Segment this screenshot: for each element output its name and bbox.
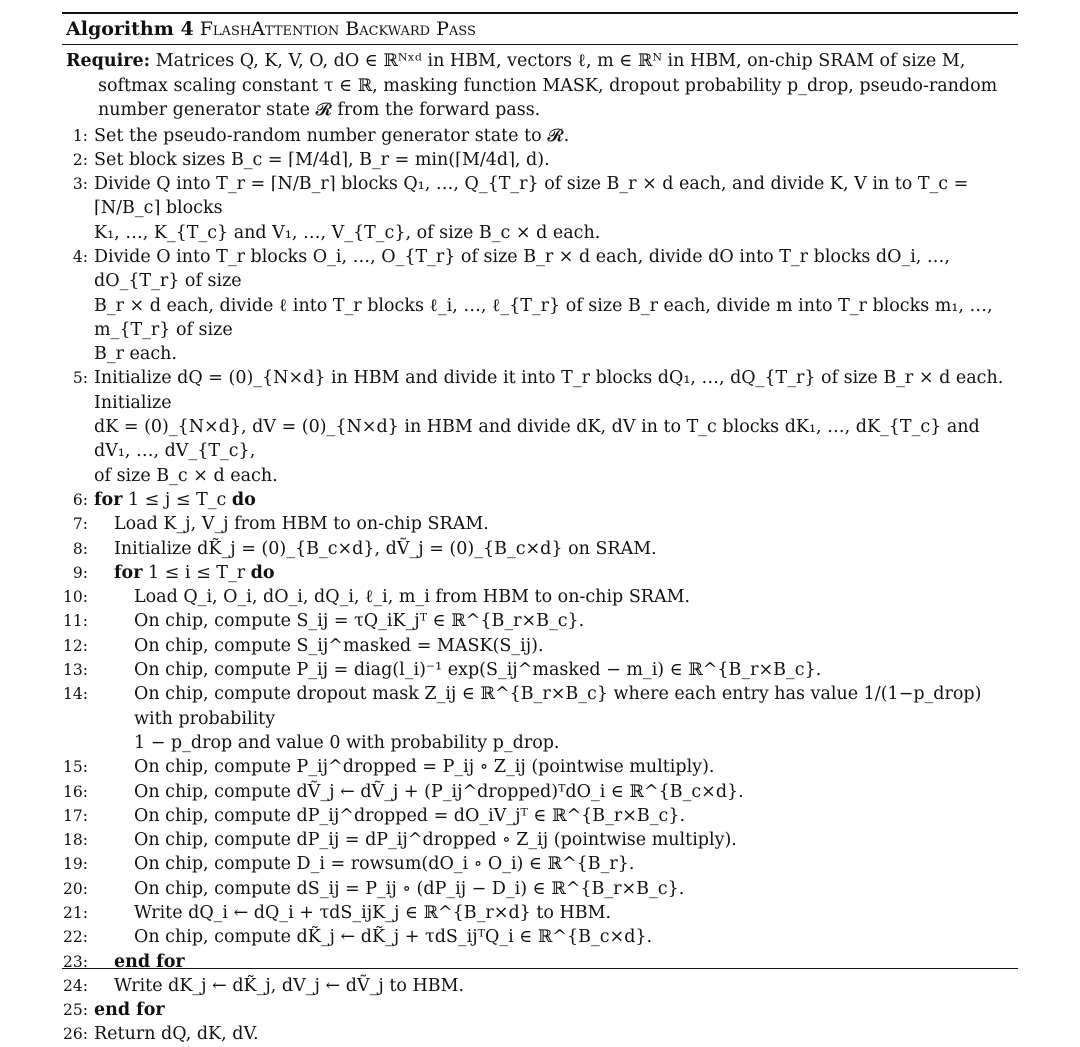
algorithm-line: [62, 221, 1018, 245]
line-text: K₁, …, K_{T_c} and V₁, …, V_{T_c}, of size B_c × d each.: [94, 222, 601, 243]
line-number: 2:: [72, 150, 88, 169]
line-text: Load K_j, V_j from HBM to on-chip SRAM.: [114, 514, 489, 535]
algorithm-line: [62, 415, 1018, 464]
line-number: 8:: [72, 539, 88, 558]
line-number: 9:: [72, 563, 88, 582]
algorithm-line: [62, 512, 1018, 536]
algorithm-line: [62, 464, 1018, 488]
line-text: Load Q_i, O_i, dO_i, dQ_i, ℓ_i, m_i from HBM to on-chip SRAM.: [134, 587, 691, 608]
line-text: On chip, compute P_ij^dropped = P_ij ∘ Z_ij (pointwise multiply).: [134, 757, 715, 778]
algorithm-block: [62, 12, 1018, 1047]
algorithm-line: [62, 682, 1018, 731]
line-number: 12:: [63, 636, 88, 655]
line-number: 5:: [72, 369, 88, 388]
line-text: Divide O into T_r blocks O_i, …, O_{T_r} of size B_r × d each, divide dO into T_r blocks dO_i, …, dO_{T_r} of size: [94, 246, 950, 292]
algorithm-line: [62, 609, 1018, 633]
line-number: [62, 294, 94, 343]
line-number: 6:: [72, 490, 88, 509]
line-number: [62, 221, 94, 245]
line-text: Initialize dK̃_j = (0)_{B_c×d}, dṼ_j = (0)_{B_c×d} on SRAM.: [114, 538, 657, 559]
algorithm-line: [62, 1022, 1018, 1046]
line-text: On chip, compute dK̃_j ← dK̃_j + τdS_ijᵀQ_i ∈ ℝ^{B_c×d}.: [134, 927, 653, 948]
line-number: 7:: [72, 515, 88, 534]
line-number: 19:: [63, 855, 88, 874]
bottom-rule: [62, 968, 1018, 969]
algorithm-line: [62, 245, 1018, 294]
line-number: 15:: [63, 758, 88, 777]
caption-rule: [62, 44, 1018, 45]
algorithm-line: [62, 561, 1018, 585]
algorithm-line: [62, 172, 1018, 221]
algorithm-steps: [62, 124, 1018, 1047]
algorithm-line: [62, 852, 1018, 876]
line-text: 1 − p_drop and value 0 with probability p_drop.: [134, 732, 560, 753]
algorithm-line: [62, 755, 1018, 779]
algorithm-label: Algorithm 4: [66, 18, 194, 40]
line-text: On chip, compute dropout mask Z_ij ∈ ℝ^{B_r×B_c} where each entry has value 1/(1−p_drop) with probability: [134, 684, 982, 729]
algorithm-line: [62, 950, 1018, 974]
algorithm-line: [62, 731, 1018, 755]
line-text: On chip, compute dS_ij = P_ij ∘ (dP_ij − D_i) ∈ ℝ^{B_r×B_c}.: [134, 878, 685, 899]
algorithm-line: [62, 658, 1018, 682]
line-number: 11:: [63, 612, 88, 631]
line-number: 3:: [72, 175, 88, 194]
line-text: On chip, compute S_ij^masked = MASK(S_ij).: [134, 635, 544, 656]
line-text: B_r × d each, divide ℓ into T_r blocks ℓ_i, …, ℓ_{T_r} of size B_r each, divide m into T_r blocks m₁, …, m_{T_r} of size: [94, 295, 993, 340]
require-line-2: softmax scaling constant τ ∈ ℝ, masking function MASK, dropout probability p_drop, pseudo-random: [98, 75, 998, 96]
line-text: On chip, compute D_i = rowsum(dO_i ∘ O_i) ∈ ℝ^{B_r}.: [134, 854, 635, 875]
algorithm-line: [62, 974, 1018, 998]
line-number: 1:: [72, 126, 88, 145]
line-text: On chip, compute dP_ij^dropped = dO_iV_jᵀ ∈ ℝ^{B_r×B_c}.: [134, 805, 686, 826]
line-text: B_r each.: [94, 344, 177, 365]
line-text: Write dK_j ← dK̃_j, dV_j ← dṼ_j to HBM.: [114, 975, 465, 996]
line-number: [62, 731, 94, 755]
line-text: Return dQ, dK, dV.: [94, 1024, 259, 1045]
line-number: 17:: [63, 806, 88, 825]
line-text: On chip, compute dP_ij = dP_ij^dropped ∘ Z_ij (pointwise multiply).: [134, 830, 737, 851]
algorithm-line: [62, 124, 1018, 148]
line-text: Write dQ_i ← dQ_i + τdS_ijK_j ∈ ℝ^{B_r×d} to HBM.: [134, 903, 612, 923]
line-number: 24:: [63, 976, 88, 995]
algorithm-line: [62, 366, 1018, 415]
line-number: 4:: [72, 247, 88, 266]
require-line-3: number generator state 𝓡 from the forward pass.: [98, 100, 541, 120]
algorithm-line: [62, 634, 1018, 658]
line-text: On chip, compute S_ij = τQ_iK_jᵀ ∈ ℝ^{B_r×B_c}.: [134, 611, 585, 632]
line-number: 22:: [63, 928, 88, 947]
line-text: Initialize dQ = (0)_{N×d} in HBM and divide it into T_r blocks dQ₁, …, dQ_{T_r} of size B_r × d each. Initialize: [94, 368, 1004, 413]
algorithm-line: [62, 342, 1018, 366]
line-number: 23:: [63, 952, 88, 971]
line-number: [62, 342, 94, 366]
algorithm-title: FlashAttention Backward Pass: [199, 18, 476, 40]
algorithm-line: [62, 925, 1018, 949]
line-number: 20:: [63, 879, 88, 898]
algorithm-line: [62, 901, 1018, 925]
algorithm-line: [62, 148, 1018, 172]
line-text: Set block sizes B_c = ⌈M/4d⌉, B_r = min(⌈M/4d⌉, d).: [94, 149, 550, 170]
line-text: dK = (0)_{N×d}, dV = (0)_{N×d} in HBM and divide dK, dV in to T_c blocks dK₁, …, dK_{T_c} and dV₁, …, dV_{T_c},: [94, 417, 980, 462]
line-text: On chip, compute P_ij = diag(l_i)⁻¹ exp(S_ij^masked − m_i) ∈ ℝ^{B_r×B_c}.: [134, 660, 822, 681]
line-number: 26:: [63, 1025, 88, 1044]
algorithm-line: [62, 877, 1018, 901]
line-number: 16:: [63, 782, 88, 801]
algorithm-line: [62, 828, 1018, 852]
algorithm-line: [62, 537, 1018, 561]
require-label: Require:: [66, 51, 151, 71]
line-number: 13:: [63, 661, 88, 680]
require-line-1: Matrices Q, K, V, O, dO ∈ ℝᴺˣᵈ in HBM, vectors ℓ, m ∈ ℝᴺ in HBM, on-chip SRAM of size M,: [155, 51, 966, 71]
require-block: [62, 49, 1018, 123]
line-number: 21:: [63, 904, 88, 922]
algorithm-line: [62, 780, 1018, 804]
line-text: end for: [114, 951, 185, 972]
line-text: On chip, compute dṼ_j ← dṼ_j + (P_ij^dropped)ᵀdO_i ∈ ℝ^{B_c×d}.: [134, 781, 744, 802]
algorithm-line: [62, 294, 1018, 343]
line-number: 14:: [63, 685, 88, 704]
line-text: for 1 ≤ j ≤ T_c do: [94, 489, 256, 510]
line-number: 18:: [63, 831, 88, 850]
algorithm-line: [62, 488, 1018, 512]
line-text: Divide Q into T_r = ⌈N/B_r⌉ blocks Q₁, …, Q_{T_r} of size B_r × d each, and divide K, V in to T_c = ⌈N/B_c⌉ blocks: [94, 174, 969, 219]
line-text: end for: [94, 1000, 165, 1021]
line-text: for 1 ≤ i ≤ T_r do: [114, 562, 275, 583]
line-number: 25:: [63, 1001, 88, 1020]
algorithm-line: [62, 585, 1018, 609]
algorithm-caption: [62, 14, 1018, 44]
algorithm-line: [62, 804, 1018, 828]
line-number: [62, 464, 94, 488]
line-number: 10:: [63, 588, 88, 607]
line-number: [62, 415, 94, 464]
line-text: Set the pseudo-random number generator state to 𝓡.: [94, 125, 570, 146]
line-text: of size B_c × d each.: [94, 465, 278, 486]
